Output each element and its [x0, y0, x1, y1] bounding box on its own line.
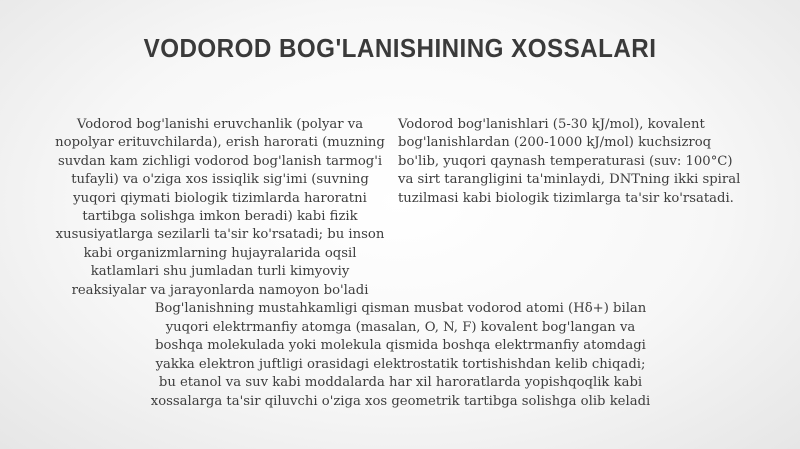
right-text-block: Vodorod bog'lanishlari (5-30 kJ/mol), kovalent bog'lanishlardan (200-1000 kJ/mol) kuchsizroq bo'lib, yuqori qaynash temperaturasi (suv: 100°C) va sirt tarangligini ta'minlaydi, DNTning ikki spiral tuzilmasi kabi biologik tizimlarga ta'sir ko'rsatadi. [398, 117, 741, 206]
bottom-text-block: Bog'lanishning mustahkamligi qisman musbat vodorod atomi (Hδ+) bilan yuqori elektrmanfiy atomga (masalan, O, N, F) kovalent bog'langan va boshqa molekulada yoki molekula qismida boshqa elektrmanfiy atomdagi yakka elektron juftligi orasidagi elektrostatik tortishishdan kelib chiqadi; bu etanol va suv kabi moddalarda har xil haroratlarda yopishqoqlik kabi xossalarga ta'sir qiluvchi o'ziga xos geometrik tartibga solishga olib keladi [150, 301, 651, 409]
left-text-block: Vodorod bog'lanishi eruvchanlik (polyar va nopolyar erituvchilarda), erish harorati (muzning suvdan kam zichligi vodorod bog'lanish tarmog'i tufayli) va o'ziga xos issiqlik sig'imi (suvning yuqori qiymati biologik tizimlarda haroratni tartibga solishga imkon beradi) kabi fizik xususiyatlarga sezilarli ta'sir ko'rsatadi; bu inson kabi organizmlarning hujayralarida oqsil katlamlari shu jumladan turli kimyoviy reaksiyalar va jarayonlarda namoyon bo'ladi [55, 117, 385, 298]
slide-title: VODOROD BOG'LANISHINING XOSSALARI [143, 33, 657, 63]
